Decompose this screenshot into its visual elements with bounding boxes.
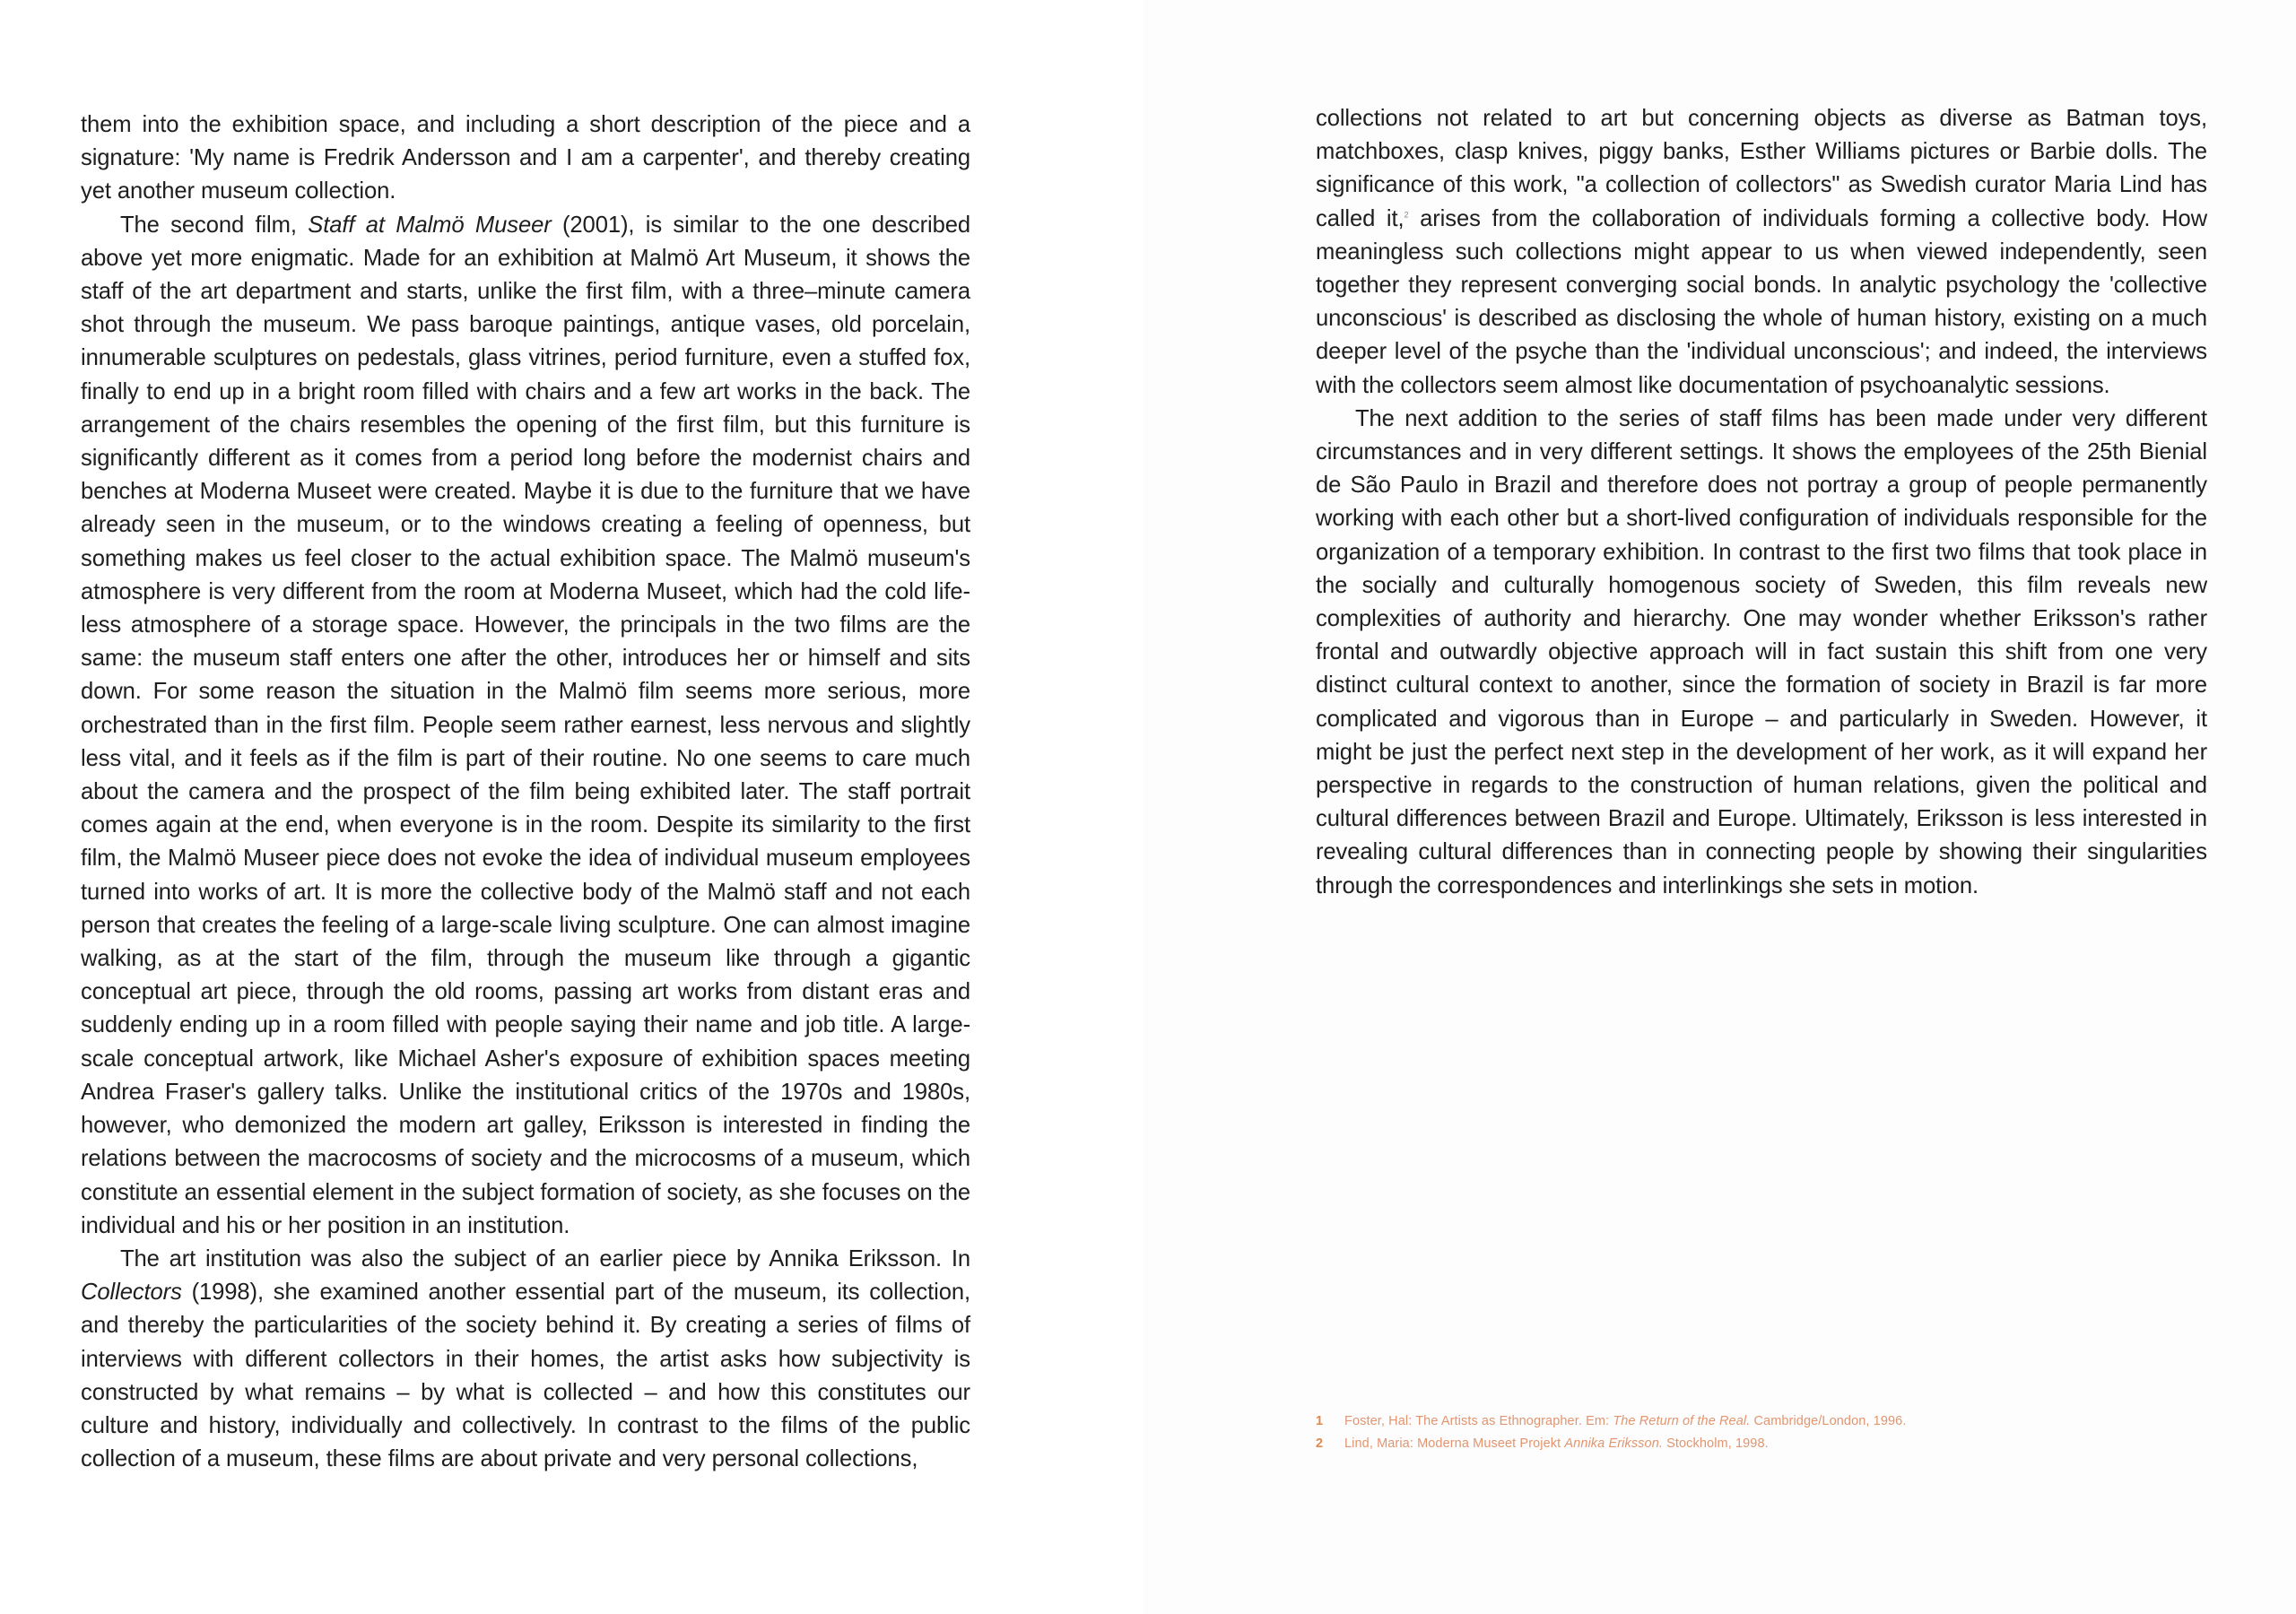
footnote-citation: Foster, Hal: The Artists as Ethnographer. Em: [1344,1414,1613,1428]
right-page [1148,0,2296,1614]
footnotes [1316,1410,2213,1455]
left-text-column [81,108,970,1476]
footnote-reference: 2 [1404,210,1409,220]
footnote-publication: Cambridge/London, 1996. [1750,1414,1907,1428]
footnote-2 [1316,1433,2213,1455]
paragraph-text: (2001), is similar to the one described above yet more enigmatic. Made for an exhibition at Malmö Art Museum, it shows the staff of the art department and starts, unlike the first film, with a three–minute camera shot through the museum. We pass baroque paintings, antique vases, old porcelain, innumerable sculptures on pedestals, glass vitrines, period furniture, even a stuffed fox, finally to end up in a bright room filled with chairs and a few art works in the back. The arrangement of the chairs resembles the opening of the first film, but this furniture is significantly different as it comes from a period long before the modernist chairs and benches at Moderna Museet were created. Maybe it is due to the furniture that we have already seen in the museum, or to the windows creating a feeling of openness, but something makes us feel closer to the actual exhibition space. The Malmö museum's atmosphere is very different from the room at Moderna Museet, which had the cold lifeless atmosphere of a storage space. However, the principals in the two films are the same: the museum staff enters one after the other, introduces her or himself and sits down. For some reason the situation in the Malmö film seems more serious, more orchestrated than in the first film. People seem rather earnest, less nervous and slightly less vital, and it feels as if the film is part of their routine. No one seems to care much about the camera and the prospect of the film being exhibited later. The staff portrait comes again at the end, when everyone is in the room. Despite its similarity to the first film, the Malmö Museer piece does not evoke the idea of individual museum employees turned into works of art. It is more the collective body of the Malmö staff and not each person that creates the feeling of a large-scale living sculpture. One can almost imagine walking, as at the start of the film, through the museum like through a gigantic conceptual art piece, through the old rooms, passing art works from distant eras and suddenly ending up in a room filled with people saying their name and job title. A large-scale conceptual artwork, like Michael Asher's exposure of exhibition spaces meeting Andrea Fraser's gallery talks. Unlike the institutional critics of the 1970s and 1980s, however, who demonized the modern art galley, Eriksson is interested in finding the relations between the macrocosms of society and the microcosms of a museum, which constitute an essential element in the subject formation of society, as she focuses on the individual and his or her position in an institution. [81,212,970,1238]
footnote-publication: Stockholm, 1998. [1662,1436,1769,1451]
footnote-1 [1316,1410,2213,1433]
footnote-title-italic: The Return of the Real. [1613,1414,1751,1428]
paragraph-3 [81,1243,970,1476]
paragraph-text: The art institution was also the subject of an earlier piece by Annika Eriksson. In [120,1245,970,1271]
footnote-citation: Lind, Maria: Moderna Museet Projekt [1344,1436,1565,1451]
footnote-text [1344,1410,1906,1433]
paragraph-text: arises from the collaboration of individuals forming a collective body. How meaningless such collections might appear to us when viewed independently, seen together they represent converging social bonds. In analytic psychology the 'collective unconscious' is described as disclosing the whole of human history, existing on a much deeper level of the psyche than the 'individual unconscious'; and indeed, the interviews with the collectors seem almost like documentation of psychoanalytic sessions. [1316,205,2207,398]
footnote-text [1344,1433,1769,1455]
footnote-title-italic: Annika Eriksson. [1564,1436,1663,1451]
paragraph-text: them into the exhibition space, and including a short description of the piece and a signature: 'My name is Fredrik Andersson and I am a carpenter', and thereby creating yet another museum collection. [81,112,970,204]
work-title-italic: Collectors [81,1280,182,1306]
paragraph-5 [1316,403,2207,903]
paragraph-text: The second film, [120,212,309,238]
paragraph-4 [1316,102,2207,403]
footnote-number: 1 [1316,1414,1324,1428]
right-text-column [1316,102,2207,903]
footnote-number: 2 [1316,1436,1324,1451]
paragraph-1 [81,108,970,209]
paragraph-2 [81,209,970,1243]
paragraph-text: (1998), she examined another essential part of the museum, its collection, and thereby the particularities of the society behind it. By creating a series of films of interviews with different collectors in their homes, the artist asks how subjectivity is constructed by what remains – by what is collected – and how this constitutes our culture and history, individually and collectively. In contrast to the films of the public collection of a museum, these films are about private and very personal collections, [81,1280,970,1472]
paragraph-text: collections not related to art but concerning objects as diverse as Batman toys, matchboxes, clasp knives, piggy banks, Esther Williams pictures or Barbie dolls. The significance of this work, "a collection of collectors" as Swedish curator Maria Lind has called it, [1316,106,2207,231]
paragraph-text: The next addition to the series of staff films has been made under very different circumstances and in very different settings. It shows the employees of the 25th Bienial de São Paulo in Brazil and therefore does not portray a group of people permanently working with each other but a short-lived configuration of individuals responsible for the organization of a temporary exhibition. In contrast to the first two films that took place in the socially and culturally homogenous society of Sweden, this film reveals new complexities of authority and hierarchy. One may wonder whether Eriksson's rather frontal and outwardly objective approach will in fact sustain this shift from one very distinct cultural context to another, since the formation of society in Brazil is far more complicated and vigorous than in Europe – and particularly in Sweden. However, it might be just the perfect next step in the development of her work, as it will expand her perspective in regards to the construction of human relations, given the political and cultural differences between Brazil and Europe. Ultimately, Eriksson is less interested in revealing cultural differences than in connecting people by showing their singularities through the correspondences and interlinkings she sets in motion. [1316,405,2207,898]
film-title-italic: Staff at Malmö Museer [308,212,552,238]
